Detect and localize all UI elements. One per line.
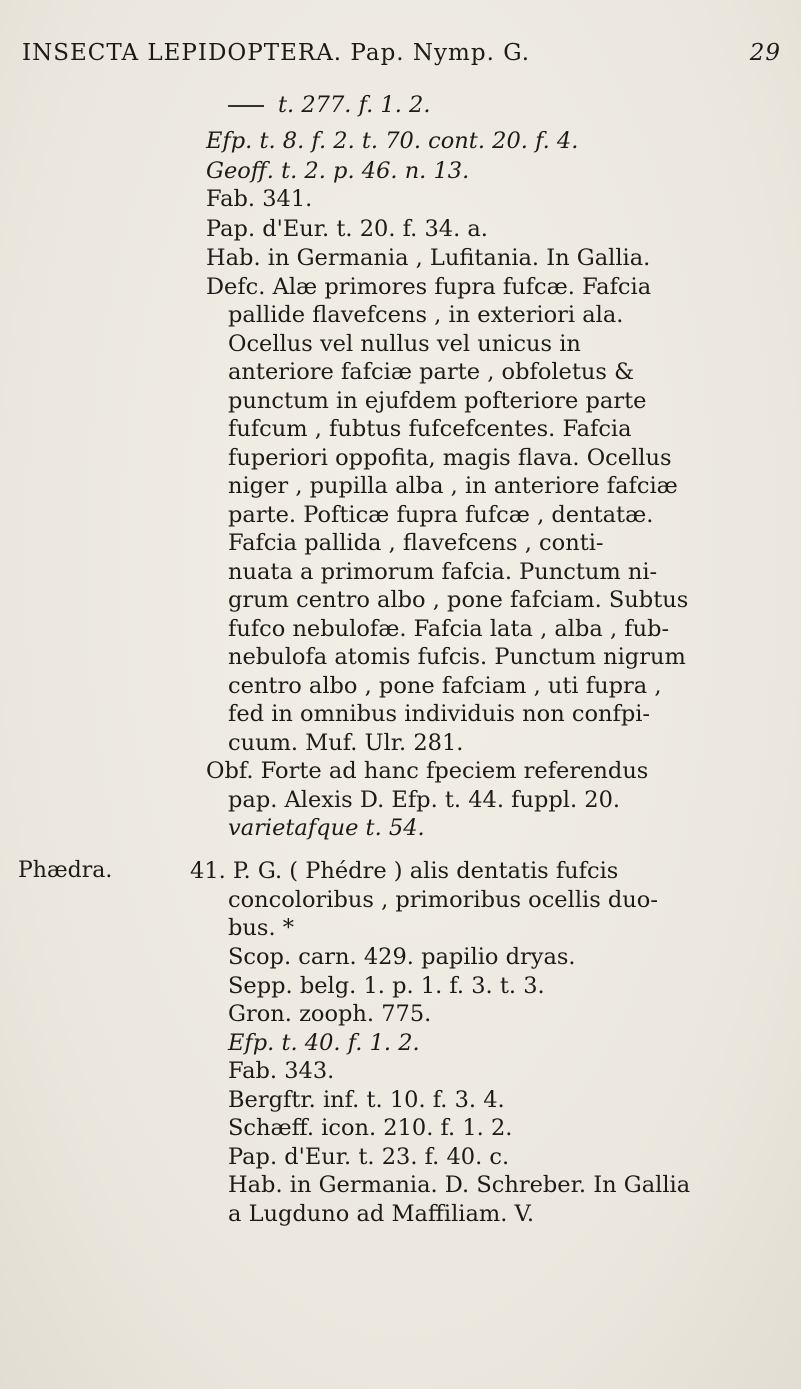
ditto-dash — [228, 105, 264, 107]
text-line: nebulofa atomis fufcis. Punctum nigrum — [228, 644, 686, 670]
text-line: Pap. d'Eur. t. 23. f. 40. c. — [228, 1144, 510, 1170]
text-line: 41. P. G. ( Phédre ) alis dentatis fufcis — [190, 858, 619, 884]
text-line: Fab. 341. — [206, 186, 313, 212]
page-number: 29 — [749, 40, 781, 66]
text-line: fuperiori oppofita, magis flava. Ocellus — [228, 445, 672, 471]
text-line: Geoff. t. 2. p. 46. n. 13. — [206, 158, 470, 184]
header-title: INSECTA LEPIDOPTERA. Pap. Nymp. G. — [22, 40, 531, 66]
text-line: niger , pupilla alba , in anteriore fafciæ — [228, 473, 678, 499]
text-line: Schæff. icon. 210. f. 1. 2. — [228, 1115, 513, 1141]
text-line: Obf. Forte ad hanc fpeciem referendus — [206, 758, 649, 784]
text-line: Pap. d'Eur. t. 20. f. 34. a. — [206, 216, 488, 242]
text-line: fufcum , fubtus fufcefcentes. Fafcia — [228, 416, 632, 442]
text-line: t. 277. f. 1. 2. — [228, 94, 431, 117]
text-line: Fab. 343. — [228, 1058, 335, 1084]
text-line: bus. * — [228, 915, 294, 941]
text-line: centro albo , pone fafciam , uti fupra , — [228, 673, 662, 699]
text-line: Hab. in Germania , Lufitania. In Gallia. — [206, 245, 651, 271]
text-line: pallide flavefcens , in exteriori ala. — [228, 302, 624, 328]
text-line: fed in omnibus individuis non confpi- — [228, 701, 651, 727]
text-line: Scop. carn. 429. papilio dryas. — [228, 944, 576, 970]
text-line: a Lugduno ad Maffiliam. V. — [228, 1201, 535, 1227]
text-line: grum centro albo , pone fafciam. Subtus — [228, 587, 689, 613]
text-line: varietafque t. 54. — [228, 815, 425, 841]
text-line: Efp. t. 40. f. 1. 2. — [228, 1030, 420, 1056]
text-line: Sepp. belg. 1. p. 1. f. 3. t. 3. — [228, 973, 545, 999]
text-line: Fafcia pallida , flavefcens , conti- — [228, 530, 604, 556]
text-line: Hab. in Germania. D. Schreber. In Gallia — [228, 1172, 691, 1198]
text-line: anteriore fafciæ parte , obfoletus & — [228, 359, 635, 385]
text-line: parte. Pofticæ fupra fufcæ , dentatæ. — [228, 502, 654, 528]
text-line: Defc. Alæ primores fupra fufcæ. Fafcia — [206, 274, 652, 300]
text-line: Efp. t. 8. f. 2. t. 70. cont. 20. f. 4. — [206, 128, 579, 154]
text-line: Gron. zooph. 775. — [228, 1001, 432, 1027]
text-line: Bergftr. inf. t. 10. f. 3. 4. — [228, 1087, 505, 1113]
species-side-label: Phædra. — [18, 858, 113, 883]
text-line: concoloribus , primoribus ocellis duo- — [228, 887, 658, 913]
text-line: pap. Alexis D. Efp. t. 44. fuppl. 20. — [228, 787, 621, 813]
text-line: punctum in ejufdem pofteriore parte — [228, 388, 647, 414]
text-line: nuata a primorum fafcia. Punctum ni- — [228, 559, 658, 585]
text-line: fufco nebulofæ. Fafcia lata , alba , fub- — [228, 616, 670, 642]
text-line: Ocellus vel nullus vel unicus in — [228, 331, 581, 357]
text-line: cuum. Muf. Ulr. 281. — [228, 730, 464, 756]
